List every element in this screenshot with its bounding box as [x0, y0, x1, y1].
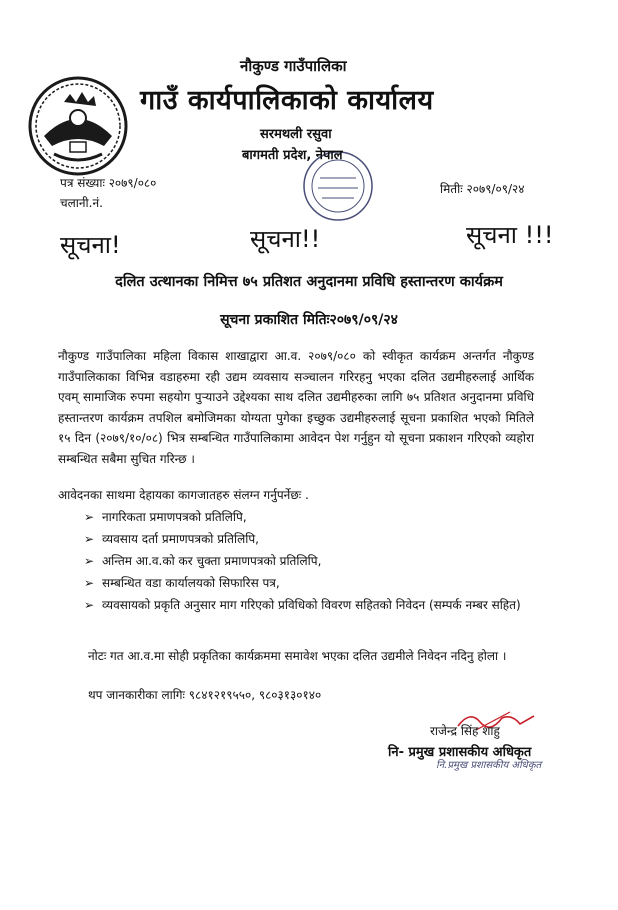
documents-list — [84, 506, 538, 616]
published-date: सूचना प्रकाशित मितिः२०७९/०९/२४ — [220, 312, 398, 328]
documents-intro: आवेदनका साथमा देहायका कागजातहरु संलग्न गर्नुपर्नेछः . — [58, 488, 309, 502]
arrow-bullet-icon: ➢ — [84, 554, 95, 568]
contact-info: थप जानकारीका लागिः ९८४१२१९५५०, ९८०३१३०१४० — [88, 688, 322, 702]
letter-date: मितीः २०७९/०९/२४ — [440, 182, 525, 196]
reference-number: पत्र संख्याः २०७९/०८० — [60, 176, 157, 190]
notice-heading-3: सूचना !!! — [466, 221, 554, 249]
signatory-stamp: नि.प्रमुख प्रशासकीय अधिकृत — [436, 760, 542, 771]
dispatch-number: चलानी.नं. — [60, 196, 103, 210]
list-item: ➢ व्यवसायको प्रकृति अनुसार माग गरिएको प्रविधिको विवरण सहितको निवेदन (सम्पर्क नम्बर सहित) — [88, 594, 538, 616]
list-item: ➢ व्यवसाय दर्ता प्रमाणपत्रको प्रतिलिपि, — [88, 528, 538, 550]
notice-heading-1: सूचना! — [60, 231, 121, 259]
list-item: ➢ सम्बन्धित वडा कार्यालयको सिफारिस पत्र, — [88, 572, 538, 594]
municipality-name: नौकुण्ड गाउँपालिका — [240, 57, 347, 75]
notice-body: नौकुण्ड गाउँपालिका महिला विकास शाखाद्वारा आ.व. २०७९/०८० को स्वीकृत कार्यक्रम अन्तर्गत नौकुण्ड गाउँपालिकाका विभिन्न वडाहरुमा रही उद्यम व्यवसाय सञ्चालन गरिरहनु भएका दलित उद्यमीहरुलाई आर्थिक एवम् सामाजिक रुपमा सहयोग पुऱ्याउने उद्देश्यका साथ दलित उद्यमीहरुका लागि ७५ प्रतिशत अनुदानमा प्रविधि हस्तान्तरण कार्यक्रम तपशिल बमोजिमका योग्यता पुगेका इच्छुक उद्यमीहरुलाई सूचना प्रकाशित भएको मितिले १५ दिन (२०७९/१०/०८) भित्र सम्बन्धित गाउँपालिकामा आवेदन पेश गर्नुहुन यो सूचना प्रकाशन गरिएको व्यहोरा सम्बन्धित सबैमा सुचित गरिन्छ । — [58, 349, 534, 466]
office-title: गाउँ कार्यपालिकाको कार्यालय — [140, 85, 434, 116]
arrow-bullet-icon: ➢ — [84, 598, 95, 612]
list-item: ➢ नागरिकता प्रमाणपत्रको प्रतिलिपि, — [88, 506, 538, 528]
address-line-2: बागमती प्रदेश, नेपाल — [242, 148, 343, 163]
government-emblem-icon — [24, 72, 132, 180]
notice-title: दलित उत्थानका निमित्त ७५ प्रतिशत अनुदानमा प्रविधि हस्तान्तरण कार्यक्रम — [115, 274, 503, 290]
arrow-bullet-icon: ➢ — [84, 510, 95, 524]
arrow-bullet-icon: ➢ — [84, 532, 95, 546]
arrow-bullet-icon: ➢ — [84, 576, 95, 590]
note-text: नोटः गत आ.व.मा सोही प्रकृतिका कार्यक्रममा समावेश भएका दलित उद्यमीले निवेदन नदिनु होला । — [88, 649, 507, 663]
list-item: ➢ अन्तिम आ.व.को कर चुक्ता प्रमाणपत्रको प्रतिलिपि, — [88, 550, 538, 572]
signatory-title: नि- प्रमुख प्रशासकीय अधिकृत — [388, 745, 532, 760]
signatory-name: राजेन्द्र सिंह शाहु — [430, 724, 500, 738]
address-line-1: सरमथली रसुवा — [260, 127, 332, 142]
notice-heading-2: सूचना!! — [250, 225, 321, 253]
